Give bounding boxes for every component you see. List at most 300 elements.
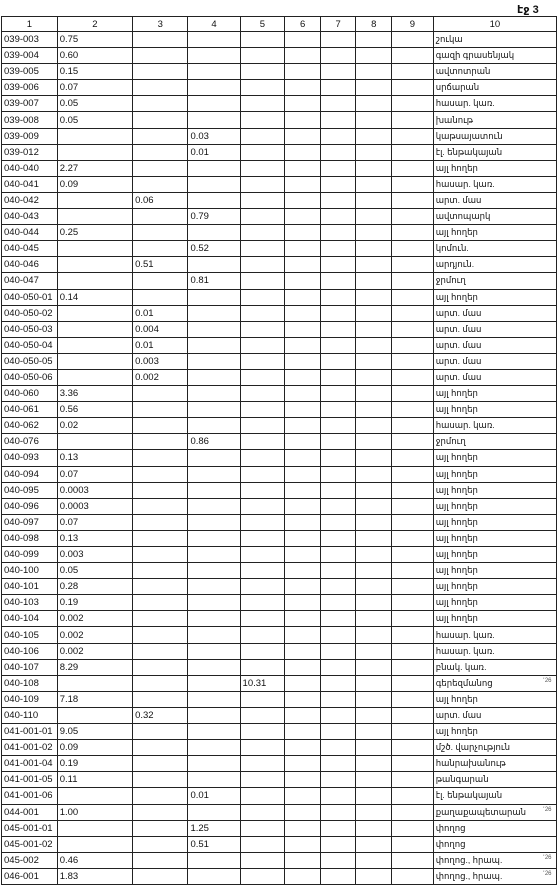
- area-cell: [285, 675, 321, 691]
- parcel-code-cell: 039-005: [2, 64, 58, 80]
- area-cell: [356, 482, 392, 498]
- area-cell: [133, 691, 188, 707]
- area-cell: 0.09: [57, 740, 132, 756]
- area-cell: 0.002: [133, 369, 188, 385]
- area-cell: [133, 482, 188, 498]
- area-cell: [57, 337, 132, 353]
- area-cell: [57, 305, 132, 321]
- area-cell: [188, 772, 240, 788]
- area-cell: 0.75: [57, 32, 132, 48]
- land-use-cell: այլ հողեր: [433, 563, 556, 579]
- area-cell: [320, 353, 356, 369]
- area-cell: [285, 305, 321, 321]
- page-label: էջ 3: [517, 4, 539, 16]
- area-cell: [240, 418, 285, 434]
- area-cell: [320, 547, 356, 563]
- parcel-code-cell: 039-006: [2, 80, 58, 96]
- area-cell: [356, 530, 392, 546]
- area-cell: [57, 836, 132, 852]
- parcel-code-cell: 040-043: [2, 209, 58, 225]
- area-cell: [133, 160, 188, 176]
- area-cell: [285, 868, 321, 884]
- land-use-cell: սրճարան: [433, 80, 556, 96]
- area-cell: [320, 852, 356, 868]
- area-cell: [320, 418, 356, 434]
- area-cell: 0.32: [133, 707, 188, 723]
- area-cell: [392, 530, 434, 546]
- parcel-code-cell: 040-099: [2, 547, 58, 563]
- area-cell: [133, 386, 188, 402]
- area-cell: [188, 868, 240, 884]
- area-cell: [188, 627, 240, 643]
- land-use-cell: գազի գրասենյակ: [433, 48, 556, 64]
- area-cell: [188, 64, 240, 80]
- area-cell: [188, 369, 240, 385]
- area-cell: [356, 627, 392, 643]
- parcel-code-cell: 040-044: [2, 225, 58, 241]
- area-cell: [285, 659, 321, 675]
- table-row: [2, 450, 557, 466]
- area-cell: 0.003: [57, 547, 132, 563]
- area-cell: [133, 48, 188, 64]
- land-use-cell: բնակ. կառ.: [433, 659, 556, 675]
- table-row: [2, 579, 557, 595]
- area-cell: [392, 868, 434, 884]
- area-cell: [240, 321, 285, 337]
- area-cell: [285, 804, 321, 820]
- area-cell: [356, 80, 392, 96]
- parcel-code-cell: 040-103: [2, 595, 58, 611]
- area-cell: [285, 128, 321, 144]
- area-cell: 0.11: [57, 772, 132, 788]
- area-cell: [188, 321, 240, 337]
- area-cell: [320, 369, 356, 385]
- area-cell: [320, 756, 356, 772]
- area-cell: [285, 595, 321, 611]
- area-cell: [285, 707, 321, 723]
- area-cell: [392, 804, 434, 820]
- area-cell: [188, 530, 240, 546]
- table-row: [2, 321, 557, 337]
- parcel-code-cell: 040-060: [2, 386, 58, 402]
- area-cell: [57, 273, 132, 289]
- area-cell: [320, 788, 356, 804]
- land-use-cell: հասար. կառ.: [433, 96, 556, 112]
- table-row: [2, 386, 557, 402]
- table-row: [2, 305, 557, 321]
- area-cell: 0.002: [57, 643, 132, 659]
- area-cell: 1.83: [57, 868, 132, 884]
- area-cell: [57, 144, 132, 160]
- area-cell: [133, 402, 188, 418]
- area-cell: [320, 273, 356, 289]
- land-use-cell: այլ հողեր: [433, 386, 556, 402]
- area-cell: [240, 257, 285, 273]
- area-cell: [392, 756, 434, 772]
- area-cell: [392, 788, 434, 804]
- area-cell: [320, 482, 356, 498]
- area-cell: [392, 176, 434, 192]
- land-use-cell: էլ. ենթակայան: [433, 788, 556, 804]
- area-cell: [240, 740, 285, 756]
- area-cell: [320, 724, 356, 740]
- area-cell: [392, 209, 434, 225]
- area-cell: [356, 804, 392, 820]
- area-cell: [240, 386, 285, 402]
- area-cell: [188, 418, 240, 434]
- land-use-cell: այլ հողեր: [433, 724, 556, 740]
- area-cell: [356, 740, 392, 756]
- table-row: [2, 402, 557, 418]
- area-cell: [356, 579, 392, 595]
- area-cell: [320, 643, 356, 659]
- area-cell: 0.09: [57, 176, 132, 192]
- parcel-code-cell: 040-095: [2, 482, 58, 498]
- area-cell: [188, 176, 240, 192]
- area-cell: [392, 595, 434, 611]
- area-cell: [356, 289, 392, 305]
- area-cell: [240, 659, 285, 675]
- area-cell: [133, 804, 188, 820]
- area-cell: [188, 659, 240, 675]
- area-cell: [320, 434, 356, 450]
- area-cell: [285, 611, 321, 627]
- area-cell: [285, 241, 321, 257]
- area-cell: [188, 386, 240, 402]
- area-cell: [392, 836, 434, 852]
- area-cell: [320, 160, 356, 176]
- area-cell: [320, 836, 356, 852]
- area-cell: [356, 337, 392, 353]
- table-row: [2, 659, 557, 675]
- land-use-cell: փողոց., հրապ.: [433, 852, 556, 868]
- land-use-cell: կոմուն.: [433, 241, 556, 257]
- area-cell: [320, 144, 356, 160]
- land-use-cell: այլ հողեր: [433, 691, 556, 707]
- parcel-code-cell: 040-042: [2, 192, 58, 208]
- area-cell: [285, 418, 321, 434]
- area-cell: [392, 691, 434, 707]
- area-cell: [320, 32, 356, 48]
- parcel-code-cell: 040-104: [2, 611, 58, 627]
- area-cell: [356, 756, 392, 772]
- land-use-cell: այլ հողեր: [433, 450, 556, 466]
- area-cell: [57, 353, 132, 369]
- area-cell: [320, 498, 356, 514]
- table-row: [2, 547, 557, 563]
- area-cell: [188, 740, 240, 756]
- area-cell: [356, 160, 392, 176]
- area-cell: [240, 176, 285, 192]
- area-cell: 0.002: [57, 627, 132, 643]
- area-cell: [392, 96, 434, 112]
- area-cell: 0.0003: [57, 498, 132, 514]
- table-row: [2, 772, 557, 788]
- table-row: [2, 418, 557, 434]
- area-cell: [392, 321, 434, 337]
- area-cell: [57, 707, 132, 723]
- area-cell: [356, 466, 392, 482]
- parcel-code-cell: 040-098: [2, 530, 58, 546]
- area-cell: [188, 563, 240, 579]
- area-cell: 0.51: [133, 257, 188, 273]
- parcel-code-cell: 044-001: [2, 804, 58, 820]
- area-cell: [57, 434, 132, 450]
- margin-mark: ՙ26: [543, 855, 552, 862]
- table-row: [2, 160, 557, 176]
- area-cell: [320, 80, 356, 96]
- area-cell: 0.004: [133, 321, 188, 337]
- area-cell: 7.18: [57, 691, 132, 707]
- parcel-code-cell: 040-108: [2, 675, 58, 691]
- area-cell: [285, 820, 321, 836]
- area-cell: [57, 321, 132, 337]
- land-use-cell: հասար. կառ.: [433, 418, 556, 434]
- parcel-code-cell: 040-050-05: [2, 353, 58, 369]
- area-cell: [285, 691, 321, 707]
- table-row: [2, 724, 557, 740]
- area-cell: [240, 530, 285, 546]
- area-cell: [133, 128, 188, 144]
- area-cell: [188, 112, 240, 128]
- land-use-cell: այլ հողեր: [433, 466, 556, 482]
- table-row: [2, 337, 557, 353]
- land-use-cell: արտ. մաս: [433, 192, 556, 208]
- land-use-cell: այլ հողեր: [433, 289, 556, 305]
- area-cell: [320, 772, 356, 788]
- area-cell: 0.07: [57, 80, 132, 96]
- area-cell: [392, 724, 434, 740]
- area-cell: [356, 450, 392, 466]
- area-cell: [285, 353, 321, 369]
- parcel-code-cell: 040-107: [2, 659, 58, 675]
- area-cell: [133, 820, 188, 836]
- area-cell: [285, 96, 321, 112]
- column-header: 7: [320, 17, 356, 32]
- table-row: [2, 836, 557, 852]
- area-cell: 0.19: [57, 756, 132, 772]
- table-row: [2, 80, 557, 96]
- area-cell: [320, 241, 356, 257]
- table-row: [2, 96, 557, 112]
- land-use-cell: հասար. կառ.: [433, 627, 556, 643]
- area-cell: [57, 788, 132, 804]
- table-row: [2, 804, 557, 820]
- parcel-code-cell: 039-012: [2, 144, 58, 160]
- area-cell: [392, 257, 434, 273]
- area-cell: [285, 530, 321, 546]
- area-cell: [240, 273, 285, 289]
- area-cell: [356, 868, 392, 884]
- area-cell: [240, 482, 285, 498]
- area-cell: 0.06: [133, 192, 188, 208]
- area-cell: [133, 96, 188, 112]
- area-cell: [240, 225, 285, 241]
- land-use-cell: հասար. կառ.: [433, 176, 556, 192]
- area-cell: [356, 418, 392, 434]
- land-use-cell: փողոց., հրապ.: [433, 868, 556, 884]
- area-cell: [240, 724, 285, 740]
- area-cell: [320, 466, 356, 482]
- area-cell: [57, 257, 132, 273]
- area-cell: 0.13: [57, 450, 132, 466]
- area-cell: [188, 80, 240, 96]
- table-row: [2, 643, 557, 659]
- area-cell: 1.25: [188, 820, 240, 836]
- parcel-code-cell: 041-001-02: [2, 740, 58, 756]
- area-cell: 0.19: [57, 595, 132, 611]
- area-cell: [188, 225, 240, 241]
- land-use-cell: այլ հողեր: [433, 498, 556, 514]
- area-cell: [133, 595, 188, 611]
- land-use-cell: հանրախանութ: [433, 756, 556, 772]
- area-cell: [133, 852, 188, 868]
- area-cell: [285, 756, 321, 772]
- area-cell: [240, 547, 285, 563]
- table-row: [2, 209, 557, 225]
- area-cell: [356, 643, 392, 659]
- area-cell: [392, 514, 434, 530]
- land-use-cell: շուկա: [433, 32, 556, 48]
- area-cell: [320, 530, 356, 546]
- area-cell: [356, 820, 392, 836]
- parcel-code-cell: 045-001-02: [2, 836, 58, 852]
- area-cell: [356, 257, 392, 273]
- area-cell: [320, 579, 356, 595]
- area-cell: [240, 112, 285, 128]
- land-use-cell: այլ հողեր: [433, 530, 556, 546]
- parcel-code-cell: 040-041: [2, 176, 58, 192]
- area-cell: [133, 209, 188, 225]
- area-cell: [133, 530, 188, 546]
- area-cell: [188, 724, 240, 740]
- area-cell: [356, 128, 392, 144]
- parcel-code-cell: 040-047: [2, 273, 58, 289]
- area-cell: [285, 225, 321, 241]
- area-cell: [320, 128, 356, 144]
- area-cell: [133, 659, 188, 675]
- header-row: [2, 17, 557, 32]
- area-cell: [285, 579, 321, 595]
- area-cell: [240, 160, 285, 176]
- area-cell: [240, 64, 285, 80]
- area-cell: [320, 305, 356, 321]
- area-cell: [392, 707, 434, 723]
- area-cell: [188, 289, 240, 305]
- area-cell: [392, 289, 434, 305]
- area-cell: [188, 48, 240, 64]
- area-cell: [392, 772, 434, 788]
- parcel-code-cell: 041-001-01: [2, 724, 58, 740]
- area-cell: 0.03: [188, 128, 240, 144]
- column-header: 1: [2, 17, 58, 32]
- area-cell: [240, 514, 285, 530]
- area-cell: 0.13: [57, 530, 132, 546]
- table-row: [2, 514, 557, 530]
- area-cell: [320, 176, 356, 192]
- table-row: [2, 64, 557, 80]
- area-cell: [392, 112, 434, 128]
- area-cell: [285, 176, 321, 192]
- area-cell: [133, 144, 188, 160]
- area-cell: [392, 482, 434, 498]
- area-cell: [285, 257, 321, 273]
- parcel-code-cell: 040-050-03: [2, 321, 58, 337]
- table-row: [2, 627, 557, 643]
- area-cell: [285, 337, 321, 353]
- area-cell: [285, 112, 321, 128]
- land-use-cell: մշծ. վարչություն: [433, 740, 556, 756]
- area-cell: [188, 547, 240, 563]
- area-cell: [285, 563, 321, 579]
- area-cell: [57, 369, 132, 385]
- land-use-cell: այլ հողեր: [433, 482, 556, 498]
- area-cell: 0.01: [133, 305, 188, 321]
- area-cell: [188, 32, 240, 48]
- table-row: [2, 788, 557, 804]
- area-cell: [133, 675, 188, 691]
- area-cell: 0.46: [57, 852, 132, 868]
- area-cell: [285, 273, 321, 289]
- parcel-code-cell: 040-076: [2, 434, 58, 450]
- area-cell: [320, 402, 356, 418]
- parcel-code-cell: 041-001-06: [2, 788, 58, 804]
- area-cell: [356, 547, 392, 563]
- area-cell: [356, 176, 392, 192]
- area-cell: 0.86: [188, 434, 240, 450]
- area-cell: 0.05: [57, 112, 132, 128]
- area-cell: [356, 48, 392, 64]
- area-cell: [285, 547, 321, 563]
- area-cell: [285, 160, 321, 176]
- area-cell: [356, 707, 392, 723]
- land-register-table: [1, 16, 557, 885]
- area-cell: [356, 321, 392, 337]
- parcel-code-cell: 045-001-01: [2, 820, 58, 836]
- area-cell: 0.81: [188, 273, 240, 289]
- parcel-code-cell: 040-050-02: [2, 305, 58, 321]
- parcel-code-cell: 039-007: [2, 96, 58, 112]
- land-use-cell: այլ հողեր: [433, 579, 556, 595]
- area-cell: [240, 498, 285, 514]
- land-use-cell: արդյուն.: [433, 257, 556, 273]
- area-cell: [188, 353, 240, 369]
- land-use-cell: ջրմուղ: [433, 273, 556, 289]
- area-cell: [188, 611, 240, 627]
- area-cell: 0.05: [57, 96, 132, 112]
- area-cell: [285, 740, 321, 756]
- area-cell: [188, 450, 240, 466]
- parcel-code-cell: 040-109: [2, 691, 58, 707]
- area-cell: [320, 740, 356, 756]
- area-cell: [188, 691, 240, 707]
- area-cell: [392, 241, 434, 257]
- area-cell: [240, 611, 285, 627]
- area-cell: [356, 675, 392, 691]
- area-cell: [240, 434, 285, 450]
- area-cell: [285, 192, 321, 208]
- table-row: [2, 595, 557, 611]
- area-cell: [392, 64, 434, 80]
- parcel-code-cell: 040-097: [2, 514, 58, 530]
- area-cell: [188, 579, 240, 595]
- area-cell: [57, 192, 132, 208]
- area-cell: [285, 643, 321, 659]
- area-cell: [285, 64, 321, 80]
- area-cell: [240, 32, 285, 48]
- area-cell: 0.02: [57, 418, 132, 434]
- area-cell: 2.27: [57, 160, 132, 176]
